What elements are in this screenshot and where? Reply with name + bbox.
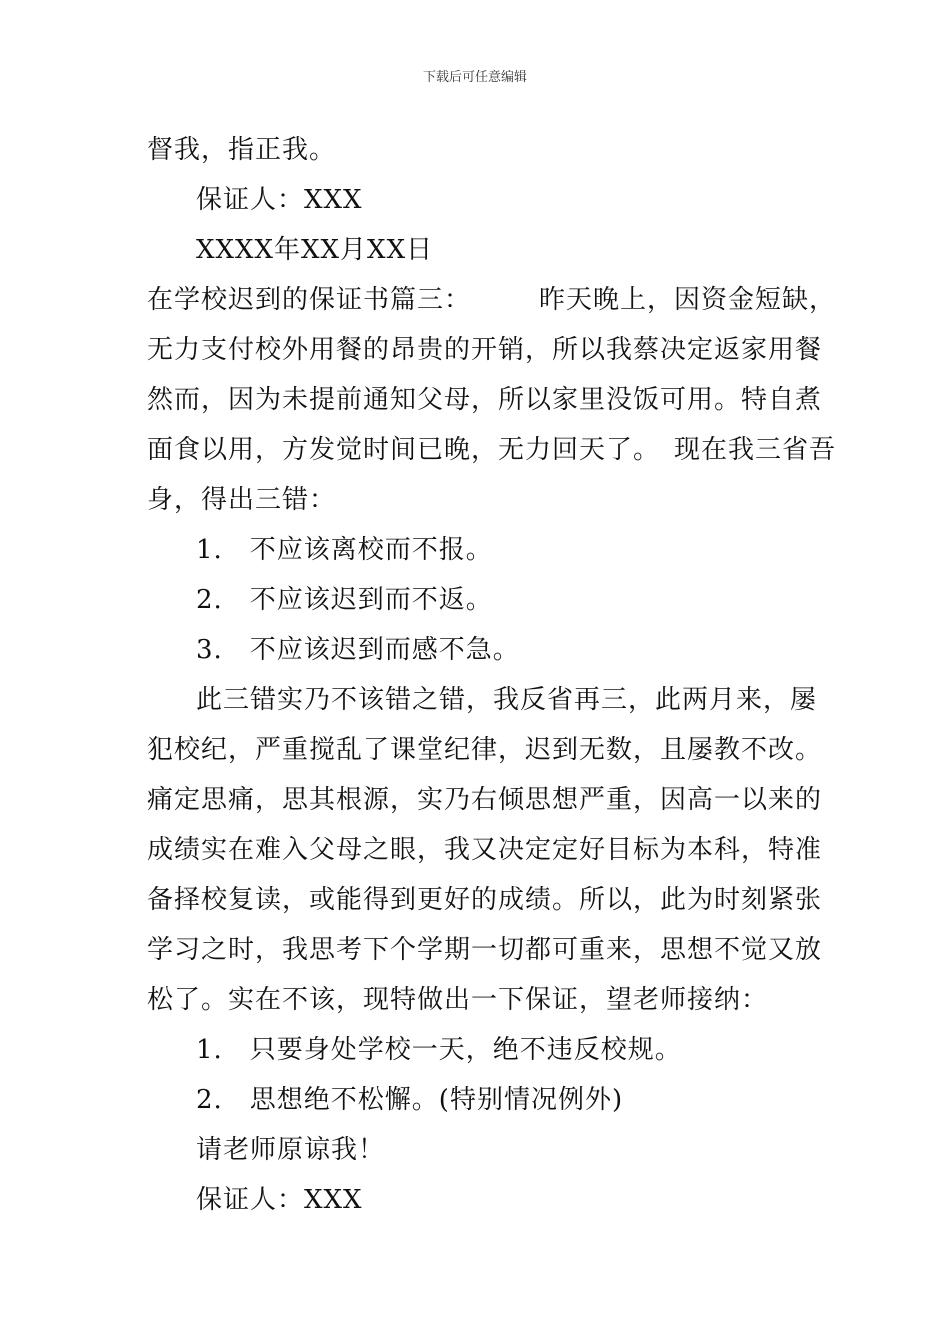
paragraph-line: 身，得出三错： xyxy=(147,485,337,515)
list-item: 1. 只要身处学校一天，绝不违反校规。 xyxy=(196,1035,682,1065)
paragraph-line: 无力支付校外用餐的昂贵的开销，所以我蔡决定返家用餐 xyxy=(147,335,823,365)
page-header: 下载后可任意编辑 xyxy=(422,70,527,85)
paragraph-line: 松了。实在不该，现特做出一下保证，望老师接纳： xyxy=(147,985,769,1015)
paragraph-line: 面食以用，方发觉时间已晚，无力回天了。 现在我三省吾 xyxy=(147,435,837,465)
signatory-line: 保证人：XXX xyxy=(196,185,363,215)
paragraph-line: 请老师原谅我！ xyxy=(196,1135,386,1165)
list-item: 1. 不应该离校而不报。 xyxy=(196,535,493,565)
paragraph-line: 此三错实乃不该错之错，我反省再三，此两月来，屡 xyxy=(196,685,818,715)
paragraph-line: 备择校复读，或能得到更好的成绩。所以，此为时刻紧张 xyxy=(147,885,823,915)
paragraph-line: 犯校纪，严重搅乱了课堂纪律，迟到无数，且屡教不改。 xyxy=(147,735,823,765)
paragraph-line: 成绩实在难入父母之眼，我又决定定好目标为本科，特准 xyxy=(147,835,823,865)
paragraph-line: 督我，指正我。 xyxy=(147,135,337,165)
list-item: 2. 思想绝不松懈。(特别情况例外) xyxy=(196,1085,624,1115)
list-item: 3. 不应该迟到而感不急。 xyxy=(196,635,520,665)
paragraph-line: 痛定思痛，思其根源，实乃右倾思想严重，因高一以来的 xyxy=(147,785,823,815)
list-item: 2. 不应该迟到而不返。 xyxy=(196,585,493,615)
paragraph-line: 然而，因为未提前通知父母，所以家里没饭可用。特自煮 xyxy=(147,385,823,415)
signatory-line: 保证人：XXX xyxy=(196,1185,363,1215)
section-heading-line: 在学校迟到的保证书篇三： 昨天晚上，因资金短缺， xyxy=(147,285,837,315)
paragraph-line: 学习之时，我思考下个学期一切都可重来，思想不觉又放 xyxy=(147,935,823,965)
date-line: XXXX年XX月XX日 xyxy=(196,235,434,265)
